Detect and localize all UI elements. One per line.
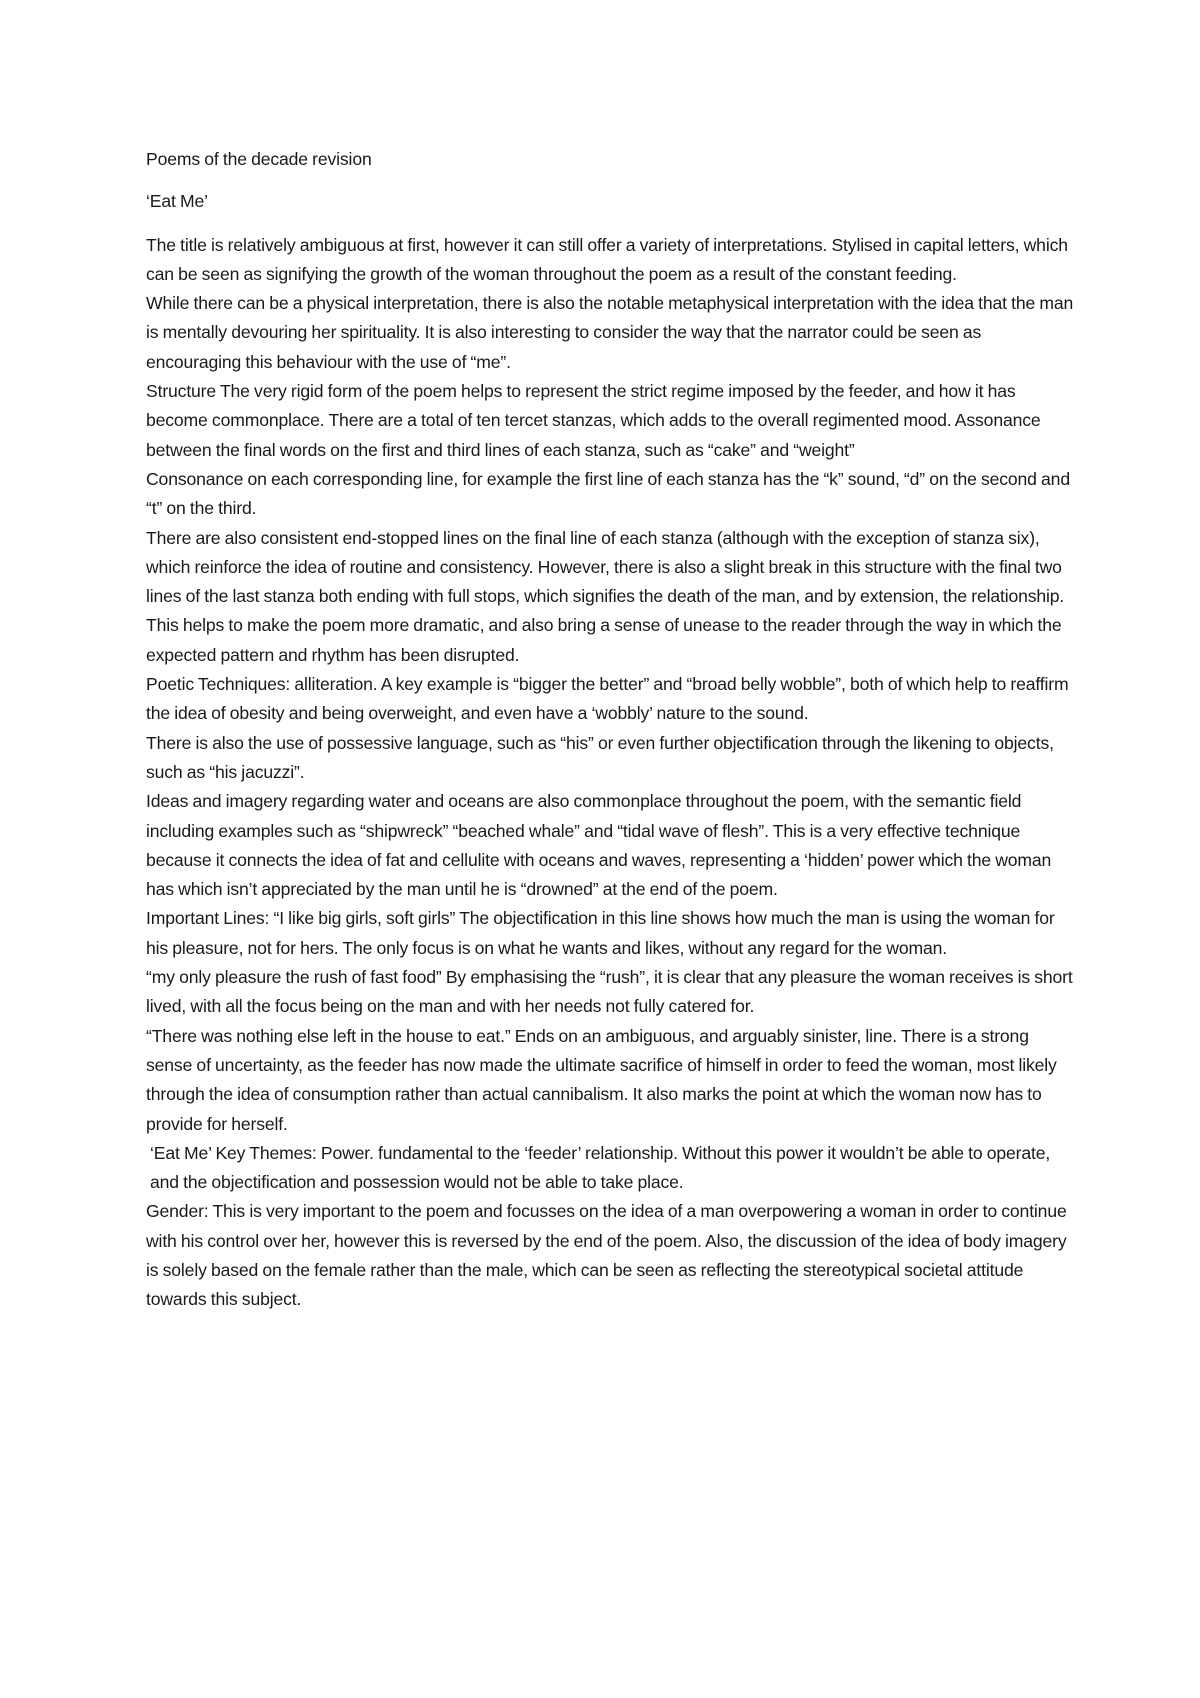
paragraph-key-themes: ‘Eat Me’ Key Themes: Power. fundamental to the ‘feeder’ relationship. Without this power it wouldn’t be able to operate, and the objectification and possession would not be able to take place.: [150, 1142, 1051, 1193]
paragraph-interpretation: While there can be a physical interpretation, there is also the notable metaphysical interpretation with the idea that the man is mentally devouring her spirituality. It is also interesting to consider the way that the narrator could be seen as encouraging this behaviour with the use of “me”.: [146, 293, 1074, 372]
paragraph-title-analysis: The title is relatively ambiguous at first, however it can still offer a variety of interpretations. Stylised in capital letters, which can be seen as signifying the growth of the woman throughout the poem as a result of the constant feeding.: [146, 234, 1068, 284]
paragraph-gender: Gender: This is very important to the poem and focusses on the idea of a man overpowering a woman in order to continue with his control over her, however this is reversed by the end of the poem. Also, the discussion of the idea of body imagery is solely based on the female rather than the male, which can be seen as reflecting the stereotypical societal attitude towards this subject.: [146, 1201, 1067, 1310]
paragraph-consonance: Consonance on each corresponding line, for example the first line of each stanza has the “k” sound, “d” on the second and “t” on the third.: [146, 468, 1070, 519]
paragraph-ending-quote: “There was nothing else left in the house to eat.” Ends on an ambiguous, and arguably sinister, line. There is a strong sense of uncertainty, as the feeder has now made the ultimate sacrifice of himself in order to feed the woman, most likely through the idea of consumption rather than actual cannibalism. It also marks the point at which the woman now has to provide for herself.: [146, 1025, 1057, 1134]
paragraph-end-stopped: There are also consistent end-stopped lines on the final line of each stanza (although with the exception of stanza six), which reinforce the idea of routine and consistency. However, there is also a slight break in this structure with the final two lines of the last stanza both ending with full stops, which signifies the death of the man, and by extension, the relationship. This helps to make the poem more dramatic, and also bring a sense of unease to the reader through the way in which the expected pattern and rhythm has been disrupted.: [146, 527, 1065, 665]
paragraph-poetic-techniques: Poetic Techniques: alliteration. A key example is “bigger the better” and “broad belly wobble”, both of which help to reaffirm the idea of obesity and being overweight, and even have a ‘wobbly’ nature to the sound.: [146, 674, 1069, 724]
paragraph-possessive-language: There is also the use of possessive language, such as “his” or even further objectification through the likening to objects, such as “his jacuzzi”.: [146, 732, 1054, 782]
paragraph-fast-food-quote: “my only pleasure the rush of fast food” By emphasising the “rush”, it is clear that any pleasure the woman receives is short lived, with all the focus being on the man and with her needs not fully catered for.: [146, 967, 1073, 1017]
document-title: Poems of the decade revision: [146, 149, 372, 169]
paragraph-water-imagery: Ideas and imagery regarding water and oceans are also commonplace throughout the poem, with the semantic field including examples such as “shipwreck” “beached whale” and “tidal wave of flesh”. This is a very effective technique because it connects the idea of fat and cellulite with oceans and waves, representing a ‘hidden’ power which the woman has which isn’t appreciated by the man until he is “drowned” at the end of the poem.: [146, 791, 1052, 900]
poem-title: ‘Eat Me’: [146, 191, 208, 212]
paragraph-important-lines: Important Lines: “I like big girls, soft girls” The objectification in this line shows how much the man is using the woman for his pleasure, not for hers. The only focus is on what he wants and likes, without any regard for the woman.: [146, 908, 1055, 958]
document-body: [146, 145, 1076, 1315]
paragraph-structure: Structure The very rigid form of the poem helps to represent the strict regime imposed by the feeder, and how it has become commonplace. There are a total of ten tercet stanzas, which adds to the overall regimented mood. Assonance between the final words on the first and third lines of each stanza, such as “cake” and “weight”: [146, 381, 1041, 460]
